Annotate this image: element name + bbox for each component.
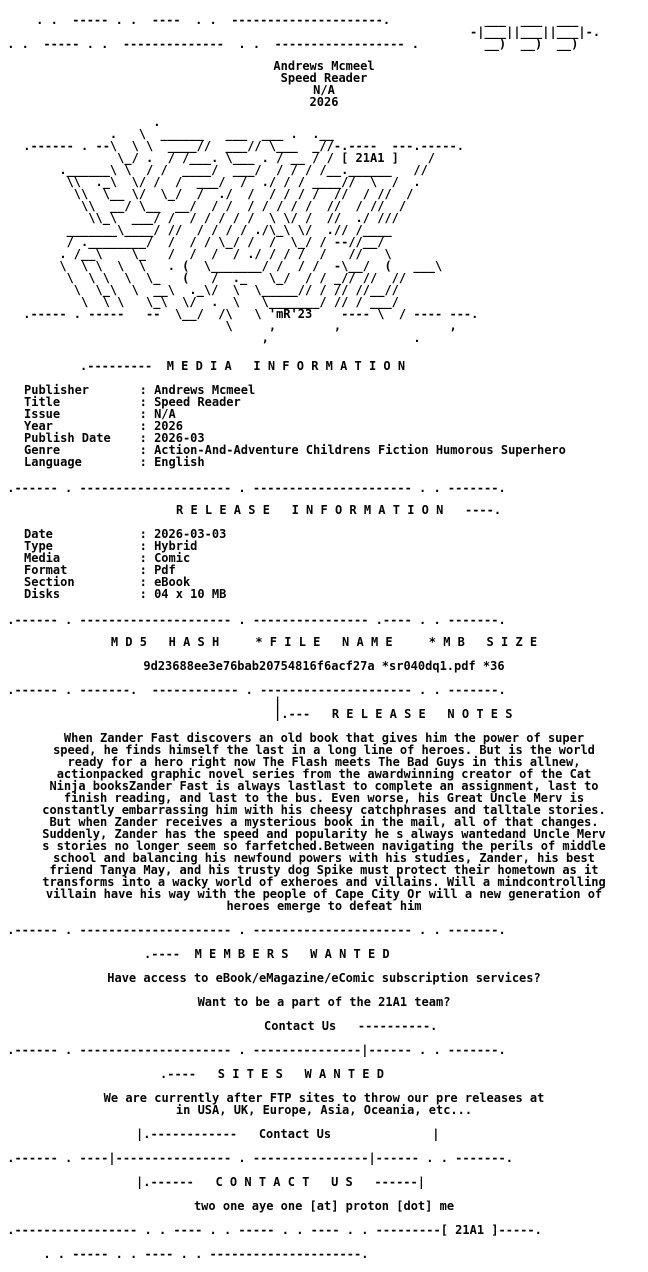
row-value: English: [154, 455, 205, 469]
art-line: \ \_\ \ __\ ._\/ \ \_____// / // //__//: [16, 283, 399, 297]
row-separator: :: [110, 455, 155, 469]
header-rule-top: . . ----- . . ---- . . ---------------------.: [0, 13, 391, 27]
sites-contact: |.------------ Contact Us |: [136, 1127, 440, 1141]
divider: .------ . --------------------- . ---------------|------ . . -------.: [0, 1043, 506, 1057]
notes-line: speed, he finds himself the last in a long line of heroes. But is the world: [53, 743, 595, 757]
sites-line: We are currently after FTP sites to throw our pre releases at: [103, 1091, 545, 1105]
row-value: N/A: [154, 407, 176, 421]
art-line: .------ . --\ \ \ ____// ___// \___ _//-.---- ---.-----.: [16, 139, 464, 153]
divider: .------ . --------------------- . ---------------------- . . -------.: [0, 481, 506, 495]
notes-line: Ninja booksZander Fast is always lastlast to complete an assignment, last to: [49, 779, 599, 793]
row-label: Section: [24, 575, 111, 589]
issue-line: N/A: [313, 83, 335, 97]
notes-line: ready for a hero right now The Flash meets The Bad Guys in this allnew,: [67, 755, 581, 769]
notes-line: friend Tanya May, and his trusty dog Spike must protect their hometown as it: [49, 863, 599, 877]
media-heading: .--------- M E D I A I N F O R M A T I O N: [80, 359, 406, 373]
contact-heading: |.------ C O N T A C T U S ------|: [136, 1175, 425, 1189]
release-info-row: [24, 588, 644, 600]
sites-heading: .---- S I T E S W A N T E D: [160, 1067, 384, 1081]
divider: .------ . ----|---------------- . ----------------|------ . . -------.: [0, 1151, 513, 1165]
row-value: eBook: [154, 575, 191, 589]
logo-line: -|___||___||___|-.: [470, 25, 601, 39]
art-line: . \ ______ ___ ___ . .__: [16, 127, 334, 141]
contact-line: two one aye one [at] proton [dot] me: [193, 1199, 455, 1213]
row-value: 04 x 10 MB: [154, 587, 227, 601]
row-label: Type: [24, 539, 111, 553]
year-line: 2026: [309, 95, 339, 109]
row-label: Language: [24, 455, 111, 469]
row-separator: :: [110, 587, 155, 601]
release-heading: R E L E A S E I N F O R M A T I O N ----.: [176, 503, 502, 517]
divider-connector: |: [144, 695, 282, 709]
notes-line: transforms into a wacky world of exheroes and villains. Will a mindcontrolling: [42, 875, 606, 889]
members-team: Want to be a part of the 21A1 team?: [197, 995, 451, 1009]
row-label: Issue: [24, 407, 111, 421]
row-label: Format: [24, 563, 111, 577]
hash-value: 9d23688ee3e76bab20754816f6acf27a *sr040dq1.pdf *36: [143, 659, 505, 673]
art-line: \ \ \ \ \_ ( / ._ \_/ / / _// // //: [16, 271, 407, 285]
notes-line: s stories no longer seem so farfetched.Between navigating the perils of middle: [42, 839, 606, 853]
header-rule-bottom: . . ----- . . -------------- . . ------------------ .: [0, 37, 420, 51]
hash-heading: M D 5 H A S H * F I L E N A M E * M B S I Z E: [110, 635, 538, 649]
art-line: \_/ . / /___. \___ . / __ / / [ 21A1 ] /: [16, 151, 436, 165]
art-line: .______\ \ / / ____/ ___/ / / / /__.______ //: [16, 163, 428, 177]
row-value: Pdf: [154, 563, 176, 577]
logo-line: __) __) __): [470, 37, 579, 51]
row-separator: :: [110, 431, 155, 445]
notes-line: actionpacked graphic novel series from the awardwinning creator of the Cat: [56, 767, 592, 781]
notes-line: constantly embarrassing him with his cheesy catchphrases and talltale stories.: [42, 803, 606, 817]
art-line: \ \ \ \ \ . ( \_______/ / / / -\__/ ( ___\: [16, 259, 443, 273]
divider: .------ . --------------------- . ---------------- .---- . . -------.: [0, 613, 506, 627]
row-separator: :: [110, 551, 155, 565]
row-label: Publisher: [24, 383, 111, 397]
notes-line: school and balancing his newfound powers with his studies, Zander, his best: [53, 851, 595, 865]
title-line: Speed Reader: [280, 71, 368, 85]
sites-line: in USA, UK, Europe, Asia, Oceania, etc...: [175, 1103, 473, 1117]
members-question: Have access to eBook/eMagazine/eComic subscription services?: [107, 971, 541, 985]
art-line: \ \ \ \_\ \/ . \ \_______/ // / ___/: [16, 295, 399, 309]
row-label: Publish Date: [24, 431, 111, 445]
row-label: Date: [24, 527, 111, 541]
art-line: .: [16, 115, 161, 129]
logo-line: ___ ___ ___: [470, 14, 579, 27]
divider: .------ . -------. ------------ . --------------------- . . -------.: [0, 683, 506, 697]
row-separator: :: [110, 419, 155, 433]
art-line: / .________/ / / / \_/ / / \_/ / --//__/: [16, 235, 385, 249]
row-separator: :: [110, 575, 155, 589]
art-line: \\_\ ___/ / / / / / / \ \/ / // ./ ///: [16, 211, 399, 225]
art-line: \\ \__ \/ \_/ / ./ / / / / / // / // /: [16, 187, 414, 201]
notes-line: Suddenly, Zander has the speed and popularity he s always wantedand Uncle Merv: [42, 827, 606, 841]
art-line: .----- . ----- -- \__/ /\ \ 'mR'23 ---- \ / ---- ---.: [16, 307, 479, 321]
art-line: _______\____/ // / / / / ./\_\ \/ .// /____: [16, 223, 392, 237]
art-line: \\ ._\ \/ / / ___/ / ./ / / ____// \ / .: [16, 175, 421, 189]
row-label: Media: [24, 551, 111, 565]
notes-heading: |.--- R E L E A S E N O T E S: [144, 707, 513, 721]
row-value: 2026: [154, 419, 183, 433]
row-label: Genre: [24, 443, 111, 457]
row-value: Hybrid: [154, 539, 198, 553]
art-line: \\ __/ \__ __/ / / / / / / / // / // /: [16, 199, 407, 213]
art-line: , .: [16, 331, 421, 345]
row-separator: :: [110, 527, 155, 541]
group-logo: [470, 14, 646, 62]
notes-line: finish reading, and last to the bus. Even worse, his Great Uncle Merv is: [63, 791, 585, 805]
row-label: Disks: [24, 587, 111, 601]
notes-line: villain have his way with the people of Cape City Or will a new generation of: [45, 887, 603, 901]
notes-line: When Zander Fast discovers an old book that gives him the power of super: [63, 731, 585, 745]
members-contact: Contact Us ----------.: [264, 1019, 438, 1033]
media-info-row: [24, 456, 644, 468]
divider: .------ . --------------------- . ---------------------- . . -------.: [0, 923, 506, 937]
row-value: Comic: [154, 551, 191, 565]
row-value: Speed Reader: [154, 395, 241, 409]
row-value: 2026-03-03: [154, 527, 227, 541]
row-separator: :: [110, 539, 155, 553]
row-label: Title: [24, 395, 111, 409]
row-separator: :: [110, 443, 155, 457]
row-value: Action-And-Adventure Childrens Fiction Humorous Superhero: [154, 443, 566, 457]
row-separator: :: [110, 563, 155, 577]
art-line: . /__\ \_ / / / / ./ / / / / // \: [16, 247, 392, 261]
row-value: 2026-03: [154, 431, 205, 445]
row-value: Andrews Mcmeel: [154, 383, 256, 397]
publisher-line: Andrews Mcmeel: [273, 59, 375, 73]
row-separator: :: [110, 383, 155, 397]
row-label: Year: [24, 419, 111, 433]
notes-line: But when Zander receives a mysterious book in the mail, all of that changes.: [49, 815, 599, 829]
row-separator: :: [110, 407, 155, 421]
row-separator: :: [110, 395, 155, 409]
notes-line: heroes emerge to defeat him: [226, 899, 422, 913]
members-heading: .---- M E M B E R S W A N T E D: [144, 947, 390, 961]
footer-tail: . . ----- . . ---- . . ---------------------.: [0, 1247, 369, 1261]
footer-rule: .----------------- . . ---- . . ----- . . ---- . . ---------[ 21A1 ]-----.: [0, 1223, 542, 1237]
art-line: \ , , ,: [16, 319, 457, 333]
